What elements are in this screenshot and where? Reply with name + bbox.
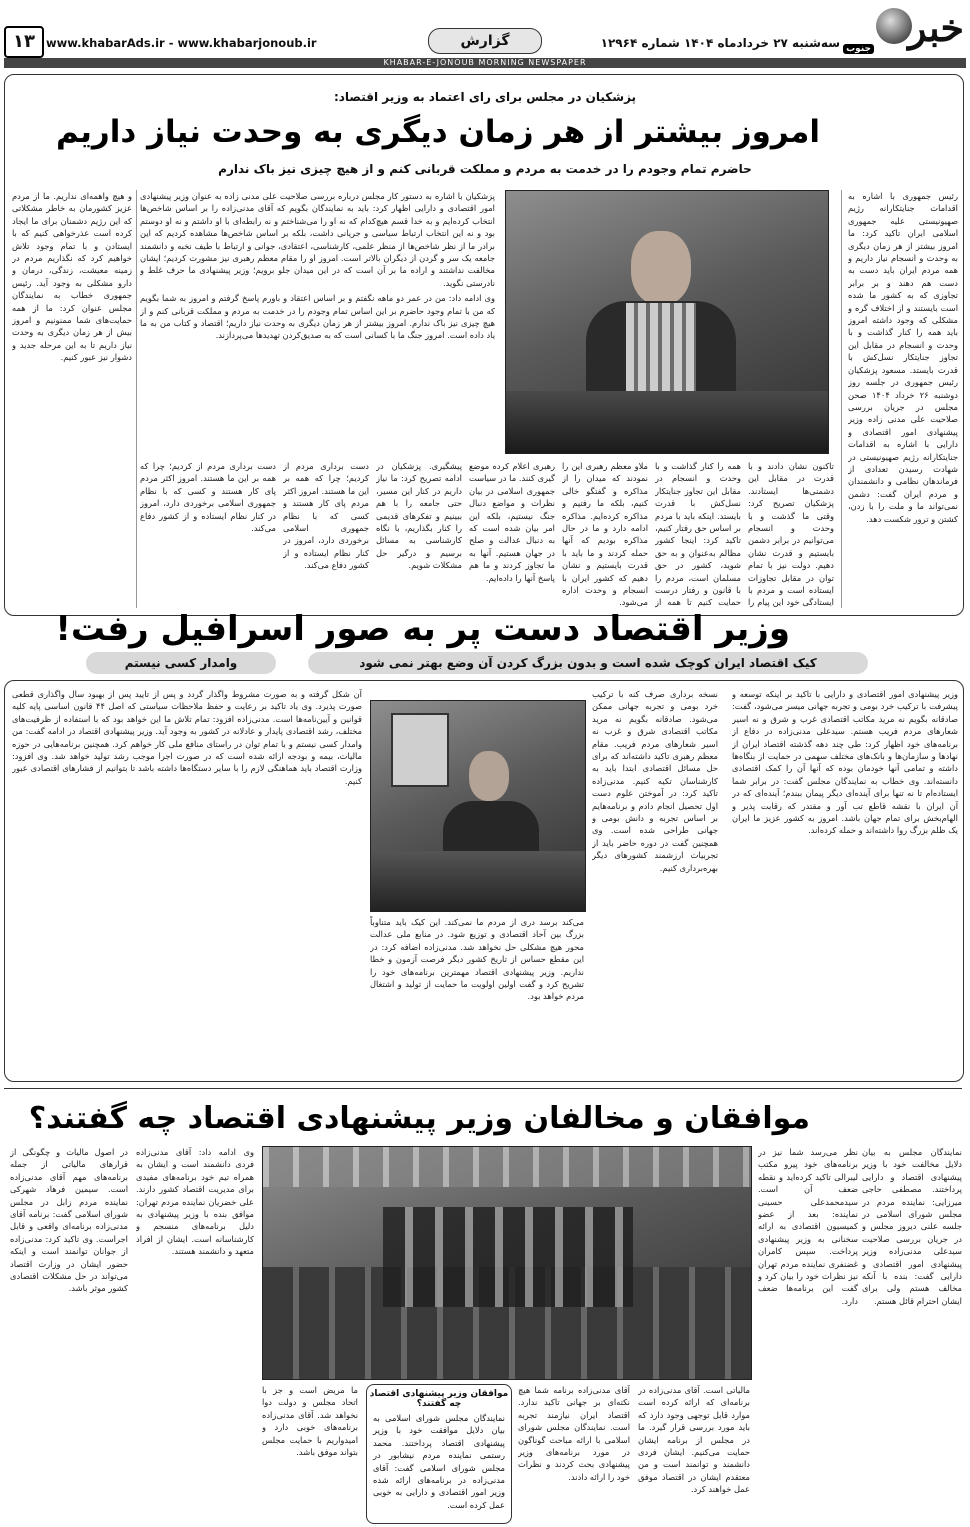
story2-col-2: نسخه برداری صرف کنه با ترکیب خرد بومی و تجربه جهانی ممکن می‌شود. صادقانه بگویم نه مرید مکاتب اقتصادی شرق و غرب نه اسیر شعارهای مردم فریب. مقام معظم رهبری تاکید داشته‌اند که برای حل مسائل اقتصادی ابتدا باید به کارشناسان تکیه کنیم. مدنی‌زاده تاکید کرد: در آموختن علوم دست اول تحصیل انجام دادم و برنامه‌هایم بر اساس تجربه و دانش بومی و جهانی طراحی شده است. وی همچنین گفت در دوره حاضر باید از تجربیات ارزشمند کشورهای دیگر بهره‌برداری کنیم. <box>592 689 718 873</box>
banner-text: KHABAR-E-JONOUB MORNING NEWSPAPER <box>383 58 587 67</box>
story2-sub-left: وامدار کسی نیستم <box>86 652 276 674</box>
podium-screen <box>371 851 585 911</box>
issue-date: سه‌شنبه ۲۷ خردادماه ۱۴۰۴ شماره ۱۲۹۶۴ <box>600 36 840 50</box>
story3-col-7: در اصول مالیات و چگونگی از قرارهای مالیاتی از جمله برنامه‌های مهم آقای مدنی‌زاده است. سیمین فرهاد شهرکی نماینده مردم زابل در مجلس شورای اسلامی گفت: برنامه آقای مدنی‌زاده برنامه‌ای واقعی و قابل اجراست. وی تاکید کرد: مدنی‌زاده از جوانان توانمند است و اینکه حضور ایشان در وزارت اقتصاد می‌تواند در حل مشکلات اقتصادی کشور موثر باشد. <box>10 1147 128 1294</box>
page-number: ۱۳ <box>13 31 35 52</box>
story2-photo <box>370 700 586 912</box>
people-group <box>383 1207 633 1307</box>
story1-col-5: رهبری اعلام کرده موضع گیری کنند. ما در سیاست جمهوری اسلامی در بیان نظرات و مواضع دنبال جنگ نیستیم، بلکه این امر بیان شده است که به دنبال عدالت و صلح در جهان هستیم. آنها به ما تجاوز کردند و ما هم پاسخ آنها را داده‌ایم. <box>469 461 555 583</box>
story1-kicker: پزشکیان در مجلس برای رای اعتماد به وزیر اقتصاد: <box>333 90 637 104</box>
story1-col-2: تاکنون نشان دادند و با قدرت در مقابل این دشمنی‌ها ایستادند. پزشکیان تصریح کرد: وقتی ما گذشت و با وحدت و انسجام می‌توانیم در برابر دشمن بایستیم و قدرت نشان دهیم. دولت نیز با تمام توان در مقابل تجاوزات ایستاده است و مردم با ایستادگی خود این پیام را <box>748 461 834 608</box>
story1-col-6: پیشگیری. پزشکیان در ادامه تصریح کرد: ما نیاز داریم در کنار این مسیر، حتی جامعه را با هم ببینیم و تفکرهای قدیمی را کنار بگذاریم، با نگاه کارشناسی به مسائل برسیم و درگیر حل مشکلات شویم. <box>376 461 462 571</box>
story2-sub-right: کیک اقتصاد ایران کوچک شده است و بدون بزرگ کردن آن وضع بهتر نمی شود <box>308 652 868 674</box>
masthead-banner <box>4 58 966 68</box>
story1-photo <box>505 190 829 454</box>
story3-col-2: نظر می‌رسد شما نیز در برنامه‌های خود پیرو مکتب لیبرالی تاکید کرده‌اید و نقطه ضعف آن است. سیدمحمدعلی حسینی نماینده: بعد از عضو کمیسیون اقتصادی به ارائه سخنانی به وزیر پیشنهادی پرداخت. سپس کامران غضنفری نماینده مردم تهران نیز نظرات خود را بیان کرد و گفت این برنامه‌ها ضعف دارد. <box>758 1147 858 1306</box>
story2-col-1: وزیر پیشنهادی امور اقتصادی و دارایی با تاکید بر اینکه توسعه و پیشرفت با ترکیب خرد بومی و تجربه جهانی میسر می‌شود، گفت: صادقانه بگویم نه مرید مکاتب اقتصادی غرب و شرق و نه اسیر شعارهای مردم فریب هستم. سیدعلی مدنی‌زاده در دفاع از برنامه‌های خود اظهار کرد: طی چند دهه گذشته اقتصاد ایران از نهادها و سازمان‌ها و بانک‌های مختلف سهمی در حمایت از بنگاه‌ها داشته و تمامی آنها خودمان بوده که آنها آن را کمک اقتصادی دانسته‌اند. وی خطاب به نمایندگان مجلس گفت: در برابر شما ایستاده‌ام تا نه تنها برای آینده‌ای دیگر پیمان ببندم؛ آینده‌ای که در آن ایران با نقشه قاطع تب آور و مقتدر که رقابت پذیر و الهام‌بخش برای تمام جهان باشد. امروز به کشور عزیز ما ایران یک ظلم بزرگ روا داشته‌اند و حمله کرده‌اند. <box>732 689 958 836</box>
story1-subhead: حاضرم تمام وجودم را در خدمت به مردم و مملکت قربانی کنم و از هیچ چیزی نیز باک ندارم <box>218 162 752 176</box>
minister-head <box>469 751 509 801</box>
logo[interactable] <box>844 4 964 60</box>
story2-headline: وزیر اقتصاد دست پر به صور اسرافیل رفت! <box>55 609 790 649</box>
story3-col-4: آقای مدنی‌زاده برنامه شما هیچ نکته‌ای بر جهانی تاکید ندارد. اقتصاد ایران نیازمند تجربه است. نمایندگان مجلس شورای اسلامی با ارائه مباحث گوناگون در مورد برنامه‌های وزیر پیشنهادی بحث کردند و نظرات خود را ارائه دادند. <box>518 1385 630 1482</box>
logo-small: جنوب <box>843 44 874 54</box>
story3-box-title2: چه گفتند؟ <box>416 1399 462 1409</box>
ceiling-lights <box>263 1147 751 1187</box>
story1-col-7: دست برداری مردم از کردیم؛ چرا که همه بر این ما هستند. امروز اکثر مردم پای کار هستند و کسی که با نظام جمهوری اسلامی برخوردی دارد، امروز در کنار نظام ایستاده و از کشور دفاع می‌کند. <box>283 461 369 571</box>
section-title: گزارش <box>460 33 510 49</box>
logo-text: خبر <box>908 5 964 50</box>
story3-col-5: ما مریض است و جز با اتحاد مجلس و دولت دوا نخواهد شد. آقای مدنی‌زاده برنامه‌های خوبی دارد و امیدواریم با حمایت مجلس بتواند موفق باشد. <box>262 1385 358 1458</box>
story1-col-3: همه را کنار گذاشت و با وحدت و انسجام در مقابل این تجاوز جنایتکار نسل‌کش با قدرت بایستد. اینکه باید با مردم بر اساس حق رفتار کنیم، تاکید کرد: اینجا کشور مظالم به‌عنوان و به حق شوید، کشور در حق مسلمان است، مردم را با قانون و رفتار درست حمایت کنیم تا همه از <box>655 461 741 608</box>
story3-photo <box>262 1146 752 1380</box>
story1-col-8: دست برداری مردم از کردیم؛ چرا که همه بر این ما هستند. امروز اکثر مردم پای کار هستند و کسی که با نظام جمهوری اسلامی برخوردی دارد، امروز در کنار نظام ایستاده و از کشور دفاع می‌کند. <box>140 461 276 534</box>
story2-col-4: آن شکل گرفته و به صورت مشروط واگذار گردد و پس از تایید پس از بهبود سال واگذاری قطعی صورت پذیرد. وی یاد تاکید بر رعایت و حفظ ملاحظات سیاستی که اصل ۴۴ قانون اساسی پایه کلیه قوانین و آیین‌نامه‌ها است. مدنی‌زاده افزود: تمام تلاش ما این خواهد بود که با استفاده از ظرفیت‌های مختلف، رشد اقتصادی پایدار و عادلانه در کشور به وجود آید. وزیر پیشنهادی اقتصاد در ادامه گفت: من وامدار کسی نیستم و با تمام توان در راستای منافع ملی کار خواهم کرد. همچنین برنامه‌هایی در حوزه مالیات، بیمه و بودجه ارائه شده است که در صورت اجرا موجب رشد تولید خواهد شد. وی افزود: وزارت اقتصاد باید هماهنگی لازم را با سایر دستگاه‌ها داشته باشد تا بتوانیم از فشارهای اقتصادی عبور کنیم. <box>12 689 362 786</box>
page-number-box <box>4 26 44 58</box>
story3-box-text: نمایندگان مجلس شورای اسلامی به بیان دلایل موافقت خود با وزیر پیشنهادی اقتصاد پرداختند. محمد رستمی نماینده مردم نیشابور در مجلس شورای اسلامی گفت: آقای مدنی‌زاده در برنامه‌های ارائه شده وزیر امور اقتصادی و دارایی به خوبی عمل کرده است. <box>373 1413 505 1510</box>
story3-col-3: مالیاتی است. آقای مدنی‌زاده در برنامه‌ای که ارائه کرده است موارد قابل توجهی وجود دارد که باید مورد بررسی قرار گیرد. ما در مجلس از برنامه ایشان حمایت می‌کنیم. ایشان فردی دانشمند و توانمند است و من معتقدم ایشان در اقتصاد موفق عمل خواهند کرد. <box>638 1385 750 1495</box>
portrait-frame <box>391 713 449 787</box>
section-tab <box>428 28 542 54</box>
story1-headline: امروز بیشتر از هر زمان دیگری به وحدت نیاز داریم <box>55 114 820 150</box>
story3-col-1: نمایندگان مجلس به بیان دلایل مخالفت خود با وزیر پیشنهادی اقتصاد و دارایی پرداختند. مصطفی حاجی میرزایی: نماینده مردم در مجلس شورای اسلامی در جلسه علنی دیروز مجلس و در جریان بررسی صلاحیت سیدعلی مدنی‌زاده وزیر پیشنهادی امور اقتصادی و دارایی گفت: بنده با آنکه مخالف هستم ولی برای ایشان احترام قائل هستم. <box>862 1147 962 1306</box>
story2-col-3: می‌کند برسد دری از مردم ما نمی‌کند. این کیک باید متناوباً بزرگ بین آحاد اقتصادی و توزیع شود. در منابع ملی عدالت محور هیچ مشکلی حل نخواهد شد. مدنی‌زاده اضافه کرد: در این مقطع حساس از تاریخ کشور دیگر فرصت آزمون و خطا نداریم. وزیر پیشنهادی اقتصاد مهمترین برنامه‌های خود را تشریح کرد و گفت اولین اولویت ما حمایت از تولید و اشتغال مردم خواهد بود. <box>370 917 584 1002</box>
story3-box-title: موافقان وزیر پیشنهادی اقتصاد <box>369 1389 509 1399</box>
story1-col-left: و هیچ واهمه‌ای نداریم. ما از مردم عزیز کشورمان به خاطر مشکلاتی که این رژیم دشمنان برای ما ایجاد کرده است عذرخواهی کنیم که با ایستادن و با تمام وجود تلاش خواهیم کرد که نگذاریم مردم در زمینه معیشت، زندگی، درمان و دارو مشکلی به وجود آید. رئیس جمهوری خطاب به نمایندگان مجلس عنوان کرد: ما از همه حمایت‌های شما ممنونیم و امروز بیش از هر زمان دیگری به وحدت نیاز داریم تا به این مرحله جدید و دشوار نیز عبور کنیم. <box>12 191 132 363</box>
story1-col-right: رئیس جمهوری با اشاره به اقدامات جنایتکارانه رژیم صهیونیستی علیه جمهوری اسلامی ایران تاکید کرد: ما امروز بیشتر از هر زمان دیگری به وحدت و انسجام نیاز داریم و همه مردم ایران باید دست به دست هم دهند و بر برابر تجاوزی که به کشور ما شده است بایستند و از اختلاف گره و مشکلی که وجود داشته امروز باید همه را کنار گذاشت و با وحدت و انسجام در مقابل این تجاوز جنایتکار نسل‌کش با قدرت بایستد. مسعود پزشکیان رئیس جمهوری در جلسه روز دوشنبه ۲۶ خرداد ۱۴۰۴ صحن مجلس در جریان بررسی صلاحیت علی مدنی زاده وزیر پیشنهادی امور اقتصادی و دارایی با اشاره به اقدامات جنایتکارانه رژیم صهیونیستی در شهادت رسیدن تعدادی از فرماندهان نظامی و دانشمندان و مردم ایران گفت: دشمن نمی‌تواند ما و ملت را با زدن، کشتن و ترور شکست دهد. <box>848 191 958 524</box>
story1-col-4: ملاو معظم رهبری این را نمودند که میدان را از مذاکره و گفتگو خالی کنیم، بلکه ما رفتیم و مذاکره کرده‌ایم. مذاکره ادامه دارد و ما در حال مذاکره بودیم که آنها حمله کردند و ما باید با قدرت بایستیم و نشان دهیم که کشور ایران با انسجام و وحدت اداره می‌شود. <box>562 461 648 608</box>
story3-divider <box>4 1088 962 1089</box>
story3-box <box>366 1384 512 1524</box>
head-shape <box>631 231 691 305</box>
story1-intro-p1: پزشکیان با اشاره به دستور کار مجلس درباره بررسی صلاحیت علی مدنی زاده به عنوان وزیر پیشنهادی امور اقتصادی و دارایی اظهار کرد: باید به نمایندگان بگویم که آقای مدنی‌زاده را بر اساس شاخص‌ها انتخاب کرده‌ایم و به خدا قسم هیچ‌کدام که نه او را می‌شناختم و نه رابطه‌ای با او داشتم و نه او دوستم بود و نه این انتخاب ارتباط سیاسی و جریانی داشت، بلکه بر اساس شاخص‌ها مشاهده کردیم که این برادر ما از نظر شاخص‌ها از منظر علمی، کارشناسی، اعتقادی، جوانی و ارتباط با طیف نخبه و دانشمند جامعه یک سر و گردن از دیگران بالاتر است. امروز او را مقام معظم رهبری نیز مشورت کردیم؛ ایشان مخالفت نداشتند و اراده ما بر آن است که در این میدان جلو برویم؛ وزیر پیشنهادی ما حرف غلط و نادرستی نگوید. <box>140 191 495 288</box>
story3-col-6: وی ادامه داد: آقای مدنی‌زاده فردی دانشمند است و ایشان به همراه تیم خود برنامه‌های مفیدی برای مدیریت اقتصاد کشور دارند. علی خضریان نماینده مردم تهران: موافق بنده با وزیر پیشنهادی به دلیل برنامه‌های منسجم و کارشناسانه است. ایشان از افراد متعهد و دانشمند هستند. <box>136 1147 254 1257</box>
story1-intro-p2: وی ادامه داد: من در عمر دو ماهه نگفتم و بر اساس اعتقاد و باورم پاسخ گرفتم و امروز به شما بگویم که من با تمام وجود حاضرم بر این اساس تمام وجودم را در خدمت به مردم و مملکت قربانی کنم و از هیچ چیزی نیز باک ندارم. امروز بیشتر از هر زمان دیگری به وحدت نیاز داریم؛ اقتصاد و کتاب من به ما یاد داده است. امروز جنگ ما با کسانی است که به صدیق‌کردن تهدیدها می‌پردازند. <box>140 293 495 341</box>
masthead <box>0 0 970 70</box>
story3-headline: موافقان و مخالفان وزیر پیشنهادی اقتصاد چه گفتند؟ <box>28 1101 810 1136</box>
podium-shape <box>506 391 828 453</box>
story1-intro <box>140 190 495 452</box>
websites[interactable]: www.khabarAds.ir - www.khabarjonoub.ir <box>46 36 317 50</box>
